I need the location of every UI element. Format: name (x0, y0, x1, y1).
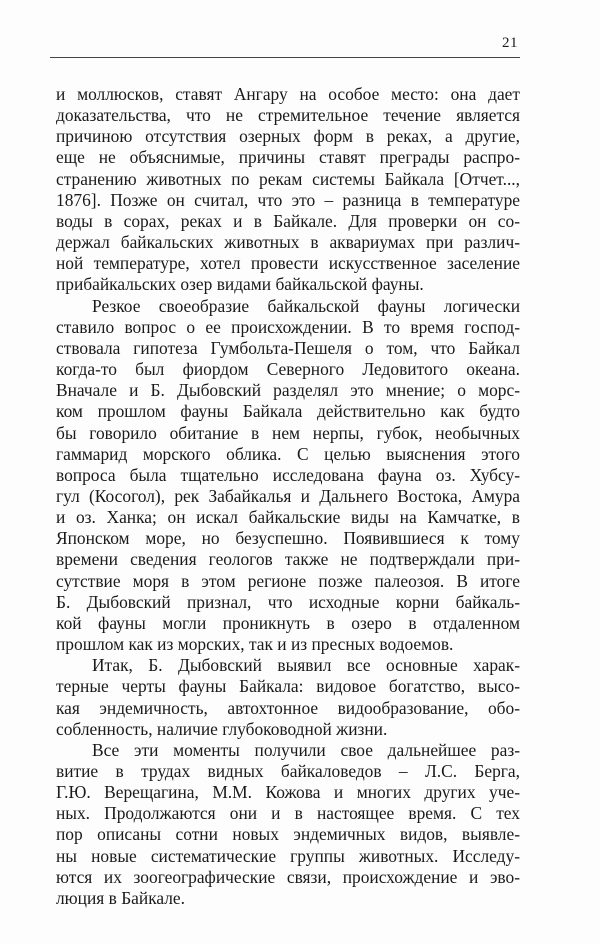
text-line: люция в Байкале. (56, 887, 186, 908)
text-line: ны новые систематические группы животных. Исследу- (56, 845, 520, 866)
text-line: кой фауны могли проникнуть в озеро в отдаленном (56, 612, 520, 633)
text-line: и моллюсков, ставят Ангару на особое место: она дает (56, 84, 520, 104)
text-line: вопроса была тщательно исследована фауна оз. Хубсу- (56, 464, 520, 485)
text-line: доказательства, что не стремительное течение является (56, 105, 520, 126)
text-line: пор описаны сотни новых эндемичных видов, выявле- (56, 824, 520, 845)
paragraph (56, 740, 520, 909)
text-line: ком прошлом фауны Байкала действительно как будто (56, 401, 520, 422)
text-line: прибайкальских озер видами байкальской фауны. (56, 274, 424, 295)
text-line: кая эндемичность, автохтонное видообразование, обо- (56, 697, 520, 718)
text-line: сутствие моря в этом регионе позже палеозоя. В итоге (56, 570, 520, 591)
paragraph (56, 296, 520, 656)
text-line: причиною отсутствия озерных форм в реках, а другие, (56, 126, 520, 147)
body-text (56, 84, 520, 909)
text-line: гул (Косогол), рек Забайкалья и Дальнего Востока, Амура (56, 485, 520, 506)
text-line: прошлом как из морских, так и из пресных водоемов. (56, 634, 454, 655)
text-line: ной температуре, хотел провести искусственное заселение (56, 253, 520, 274)
paragraph (56, 84, 520, 296)
text-line: собленность, наличие глубоководной жизни. (56, 718, 388, 739)
text-line: Итак, Б. Дыбовский выявил все основные харак- (92, 655, 520, 676)
text-line: Резкое своеобразие байкальской фауны логически (92, 295, 520, 316)
text-line: и оз. Ханка; он искал байкальские виды на Камчатке, в (56, 507, 520, 528)
text-line: ных. Продолжаются они и в настоящее время. С тех (56, 803, 520, 824)
page-header (50, 35, 520, 58)
paragraph (56, 655, 520, 740)
text-line: ются их зоогеографические связи, происхождение и эво- (56, 866, 520, 887)
text-line: Японском море, но безуспешно. Появившиеся к тому (56, 528, 520, 549)
text-line: витие в трудах видных байкаловедов – Л.С. Берга, (56, 761, 520, 781)
text-line: когда-то был фиордом Северного Ледовитого океана. (56, 359, 520, 380)
text-line: гаммарид морского облика. С целью выяснения этого (56, 443, 520, 464)
text-line: 1876]. Позже он считал, что это – разница в температуре (56, 189, 520, 210)
text-line: Г.Ю. Верещагина, М.М. Кожова и многих других уче- (56, 782, 520, 803)
text-line: Вначале и Б. Дыбовский разделял это мнение; о морс- (56, 380, 520, 401)
page-number: 21 (502, 35, 518, 51)
text-line: держал байкальских животных в аквариумах при различ- (56, 232, 520, 253)
text-line: бы говорило обитание в нем нерпы, губок, необычных (56, 422, 520, 443)
text-line: еще не объяснимые, причины ставят преграды распро- (56, 147, 520, 168)
text-line: Б. Дыбовский признал, что исходные корни байкаль- (56, 591, 520, 612)
text-line: терные черты фауны Байкала: видовое богатство, высо- (56, 676, 520, 697)
text-line: Все эти моменты получили свое дальнейшее раз- (92, 739, 520, 760)
text-line: ставило вопрос о ее происхождении. В то время господ- (56, 316, 520, 337)
text-line: странению животных по рекам системы Байкала [Отчет..., (56, 168, 520, 189)
text-line: ствовала гипотеза Гумбольта-Пешеля о том, что Байкал (56, 337, 520, 358)
text-line: времени сведения геологов также не подтверждали при- (56, 549, 520, 570)
text-line: воды в сорах, реках и в Байкале. Для проверки он со- (56, 210, 520, 231)
